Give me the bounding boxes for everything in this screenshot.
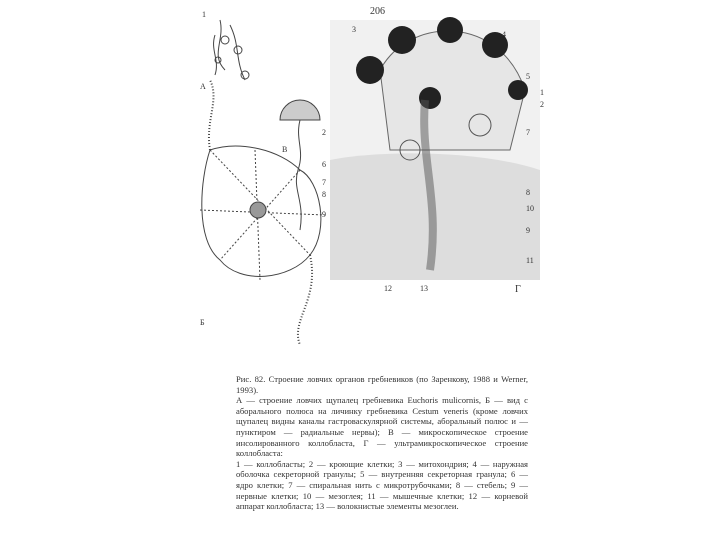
label-3: 3 bbox=[352, 25, 356, 34]
panel-g-drawing bbox=[330, 17, 540, 280]
panel-label-v: Б bbox=[200, 318, 205, 327]
label-4: 4 bbox=[502, 30, 506, 39]
caption-legend: 1 — коллобласты; 2 — кроющие клетки; 3 — митохондрия; 4 — наружная оболочка секреторной гранулы; 5 — внутренняя секреторная гранула; 6 — ядро клетки; 7 — спиральная нить с микротрубочками; 8 — стебель; 9 — нервные клетки; 10 — мезоглея; 11 — мышечные клетки; 12 — корневой аппарат коллобласта; 13 — волокнистые элементы мезоглеи. bbox=[236, 458, 528, 512]
panel-label-g: Г bbox=[515, 284, 521, 295]
label-9-v: 9 bbox=[322, 210, 326, 219]
label-12-g: 12 bbox=[384, 284, 392, 293]
panel-label-a: А bbox=[200, 82, 206, 91]
label-6-v: 6 bbox=[322, 160, 326, 169]
label-2-g: 2 bbox=[540, 100, 544, 109]
label-1-g: 1 bbox=[540, 88, 544, 97]
caption-title: Рис. 82. Строение ловчих органов гребневиков (по Заренкову, 1988 и Werner, 1993). bbox=[236, 374, 528, 395]
label-5: 5 bbox=[526, 72, 530, 81]
label-2-v: 2 bbox=[322, 128, 326, 137]
label-8-g: 8 bbox=[526, 188, 530, 197]
figure-caption bbox=[236, 374, 528, 512]
caption-description: А — строение ловчих щупалец гребневика Euchoris mulicornis, Б — вид с аборального полюса на личинку гребневика Cestum veneris (кроме ловчих щупалец видны каналы гастроваскулярной системы, аборальный полюс и — пунктиром — радиальные нервы); В — микроскопическое строение инсолированного коллобласта, Г — ультрамикроскопическое строение коллобласта: bbox=[236, 395, 528, 459]
panel-a-drawing bbox=[214, 20, 249, 80]
panel-label-b: В bbox=[282, 145, 288, 154]
label-8-v: 8 bbox=[322, 190, 326, 199]
label-7-v: 7 bbox=[322, 178, 326, 187]
label-7-g: 7 bbox=[526, 128, 530, 137]
label-13-g: 13 bbox=[420, 284, 428, 293]
label-9-g: 9 bbox=[526, 226, 530, 235]
label-10-g: 10 bbox=[526, 204, 534, 213]
panel-v-drawing bbox=[280, 100, 320, 230]
label-1-a: 1 bbox=[202, 10, 206, 19]
figure-drawing bbox=[180, 0, 550, 365]
page-number: 206 bbox=[370, 6, 385, 17]
ctenophore-figure bbox=[180, 0, 550, 365]
label-11-g: 11 bbox=[526, 256, 534, 265]
